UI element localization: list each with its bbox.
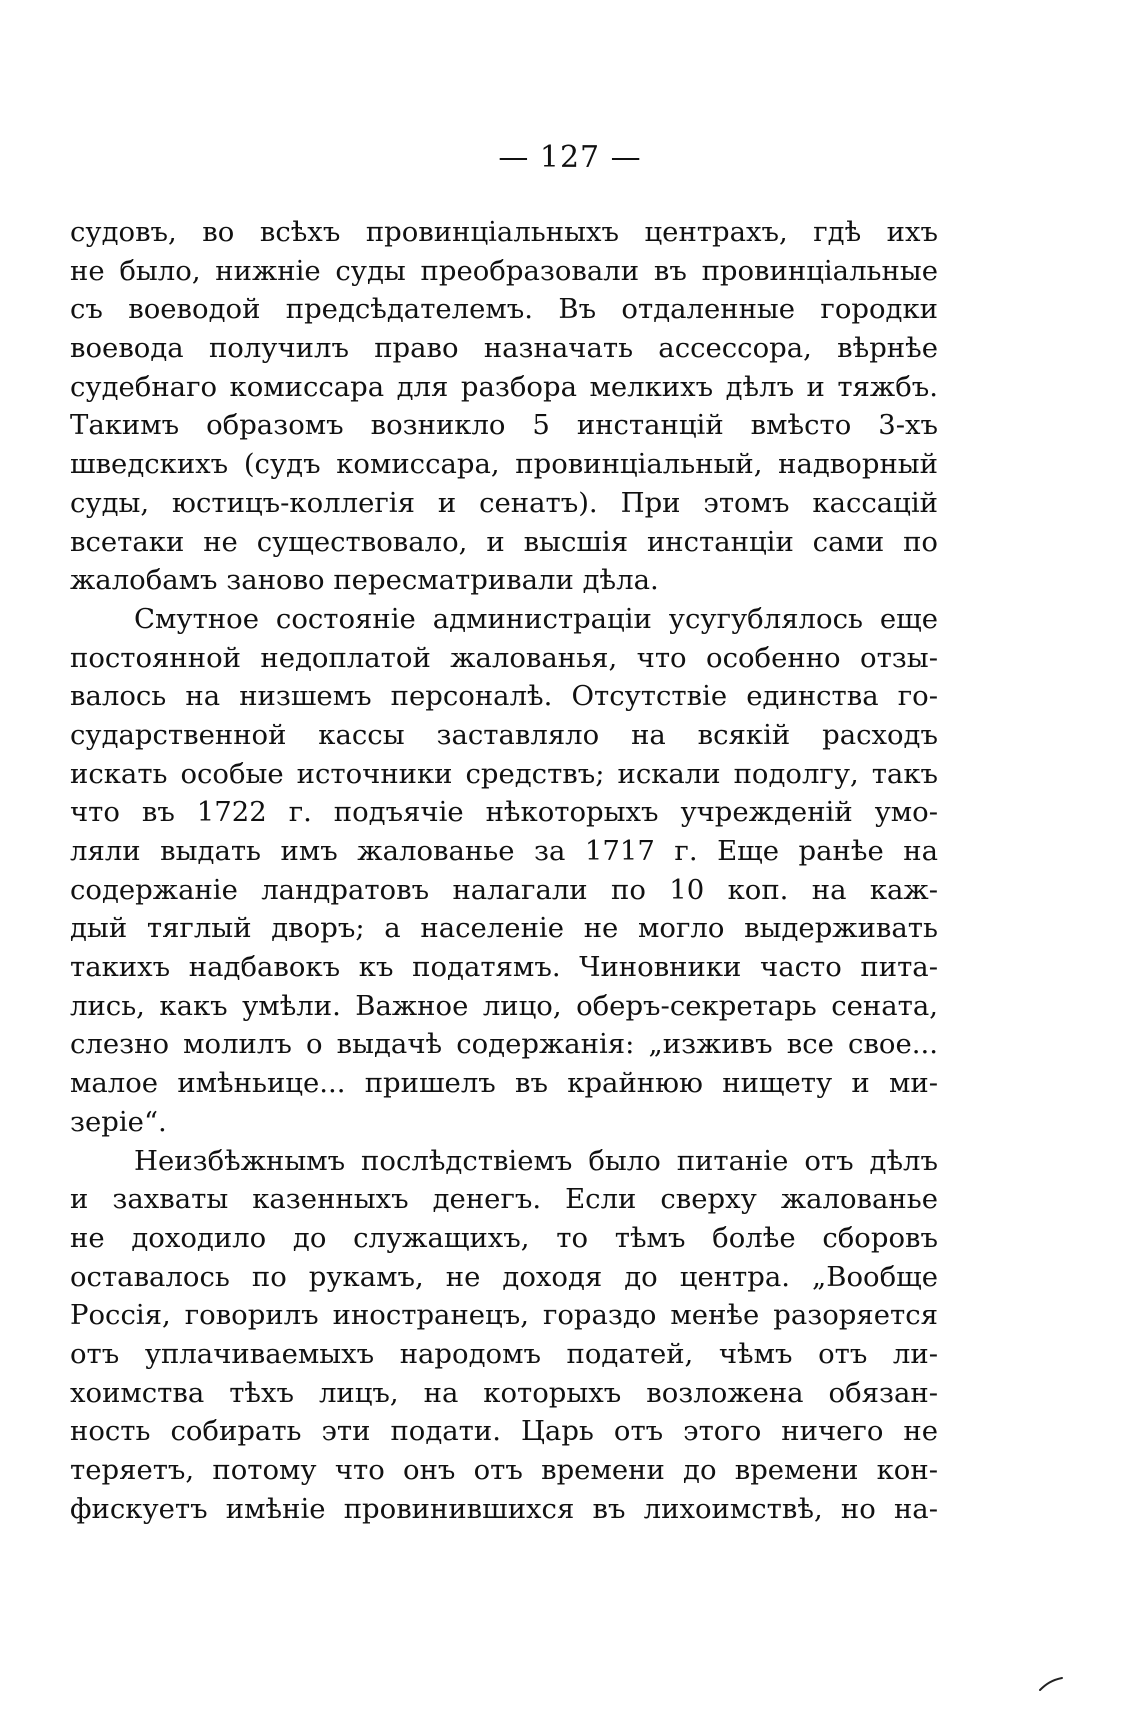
text-line: оставалось по рукамъ, не доходя до центра. „Вообще — [70, 1260, 938, 1293]
body-text — [70, 213, 938, 1528]
text-line: Россія, говорилъ иностранецъ, гораздо менѣе разоряется — [70, 1299, 938, 1332]
text-line: теряетъ, потому что онъ отъ времени до времени кон- — [70, 1454, 938, 1486]
text-line: не доходило до служащихъ, то тѣмъ болѣе сборовъ — [70, 1221, 938, 1254]
text-line: дый тяглый дворъ; а населеніе не могло выдерживать — [70, 912, 938, 945]
text-line: и захваты казенныхъ денегъ. Если сверху жалованье — [70, 1183, 938, 1216]
text-line: съ воеводой предсѣдателемъ. Въ отдаленные городки — [70, 293, 938, 326]
text-line: содержаніе ландратовъ налагали по 10 коп. на каж- — [70, 873, 938, 906]
text-line: лись, какъ умѣли. Важное лицо, оберъ-секретарь сената, — [70, 989, 938, 1022]
text-line: суды, юстицъ-коллегія и сенатъ). При этомъ кассацій — [70, 486, 938, 519]
text-line: зеріе“. — [70, 1105, 167, 1138]
text-line: такихъ надбавокъ къ податямъ. Чиновники часто пита- — [70, 951, 938, 984]
pencil-mark — [1038, 1676, 1064, 1692]
text-line: жалобамъ заново пересматривали дѣла. — [70, 564, 659, 597]
text-line: всетаки не существовало, и высшія инстанціи сами по — [70, 525, 938, 558]
text-line: Неизбѣжнымъ послѣдствіемъ было питаніе отъ дѣлъ — [134, 1144, 938, 1177]
text-line: воевода получилъ право назначать ассессора, вѣрнѣе — [70, 332, 938, 365]
text-line: слезно молилъ о выдачѣ содержанія: „изживъ все свое... — [70, 1028, 938, 1061]
text-line: что въ 1722 г. подъячіе нѣкоторыхъ учрежденій умо- — [70, 796, 938, 829]
text-line: Такимъ образомъ возникло 5 инстанцій вмѣсто 3-хъ — [70, 409, 938, 442]
text-line: шведскихъ (судъ комиссара, провинціальный, надворный — [70, 448, 938, 481]
text-line: хоимства тѣхъ лицъ, на которыхъ возложена обязан- — [70, 1376, 938, 1409]
text-line: ляли выдать имъ жалованье за 1717 г. Еще ранѣе на — [70, 835, 938, 867]
text-line: малое имѣньице... пришелъ въ крайнюю нищету и ми- — [70, 1067, 938, 1100]
text-line: не было, нижніе суды преобразовали въ провинціальные — [70, 254, 938, 287]
text-line: валось на низшемъ персоналѣ. Отсутствіе единства го- — [70, 680, 938, 713]
paragraph-2 — [70, 600, 938, 1142]
text-line: судовъ, во всѣхъ провинціальныхъ центрахъ, гдѣ ихъ — [70, 216, 938, 248]
text-line: постоянной недоплатой жалованья, что особенно отзы- — [70, 641, 938, 674]
text-line: сударственной кассы заставляло на всякій расходъ — [70, 718, 938, 751]
text-line: искать особые источники средствъ; искали подолгу, такъ — [70, 757, 938, 790]
text-line: ность собирать эти подати. Царь отъ этого ничего не — [70, 1415, 938, 1448]
text-line: Смутное состояніе администраціи усугублялось еще — [134, 602, 938, 635]
paragraph-1 — [70, 213, 938, 600]
paragraph-3 — [70, 1142, 938, 1529]
text-line: судебнаго комиссара для разбора мелкихъ дѣлъ и тяжбъ. — [70, 370, 938, 403]
text-line: отъ уплачиваемыхъ народомъ податей, чѣмъ отъ ли- — [70, 1337, 938, 1370]
page-number: — 127 — — [498, 140, 642, 175]
text-line: фискуетъ имѣніе провинившихся въ лихоимствѣ, но на- — [70, 1492, 938, 1525]
